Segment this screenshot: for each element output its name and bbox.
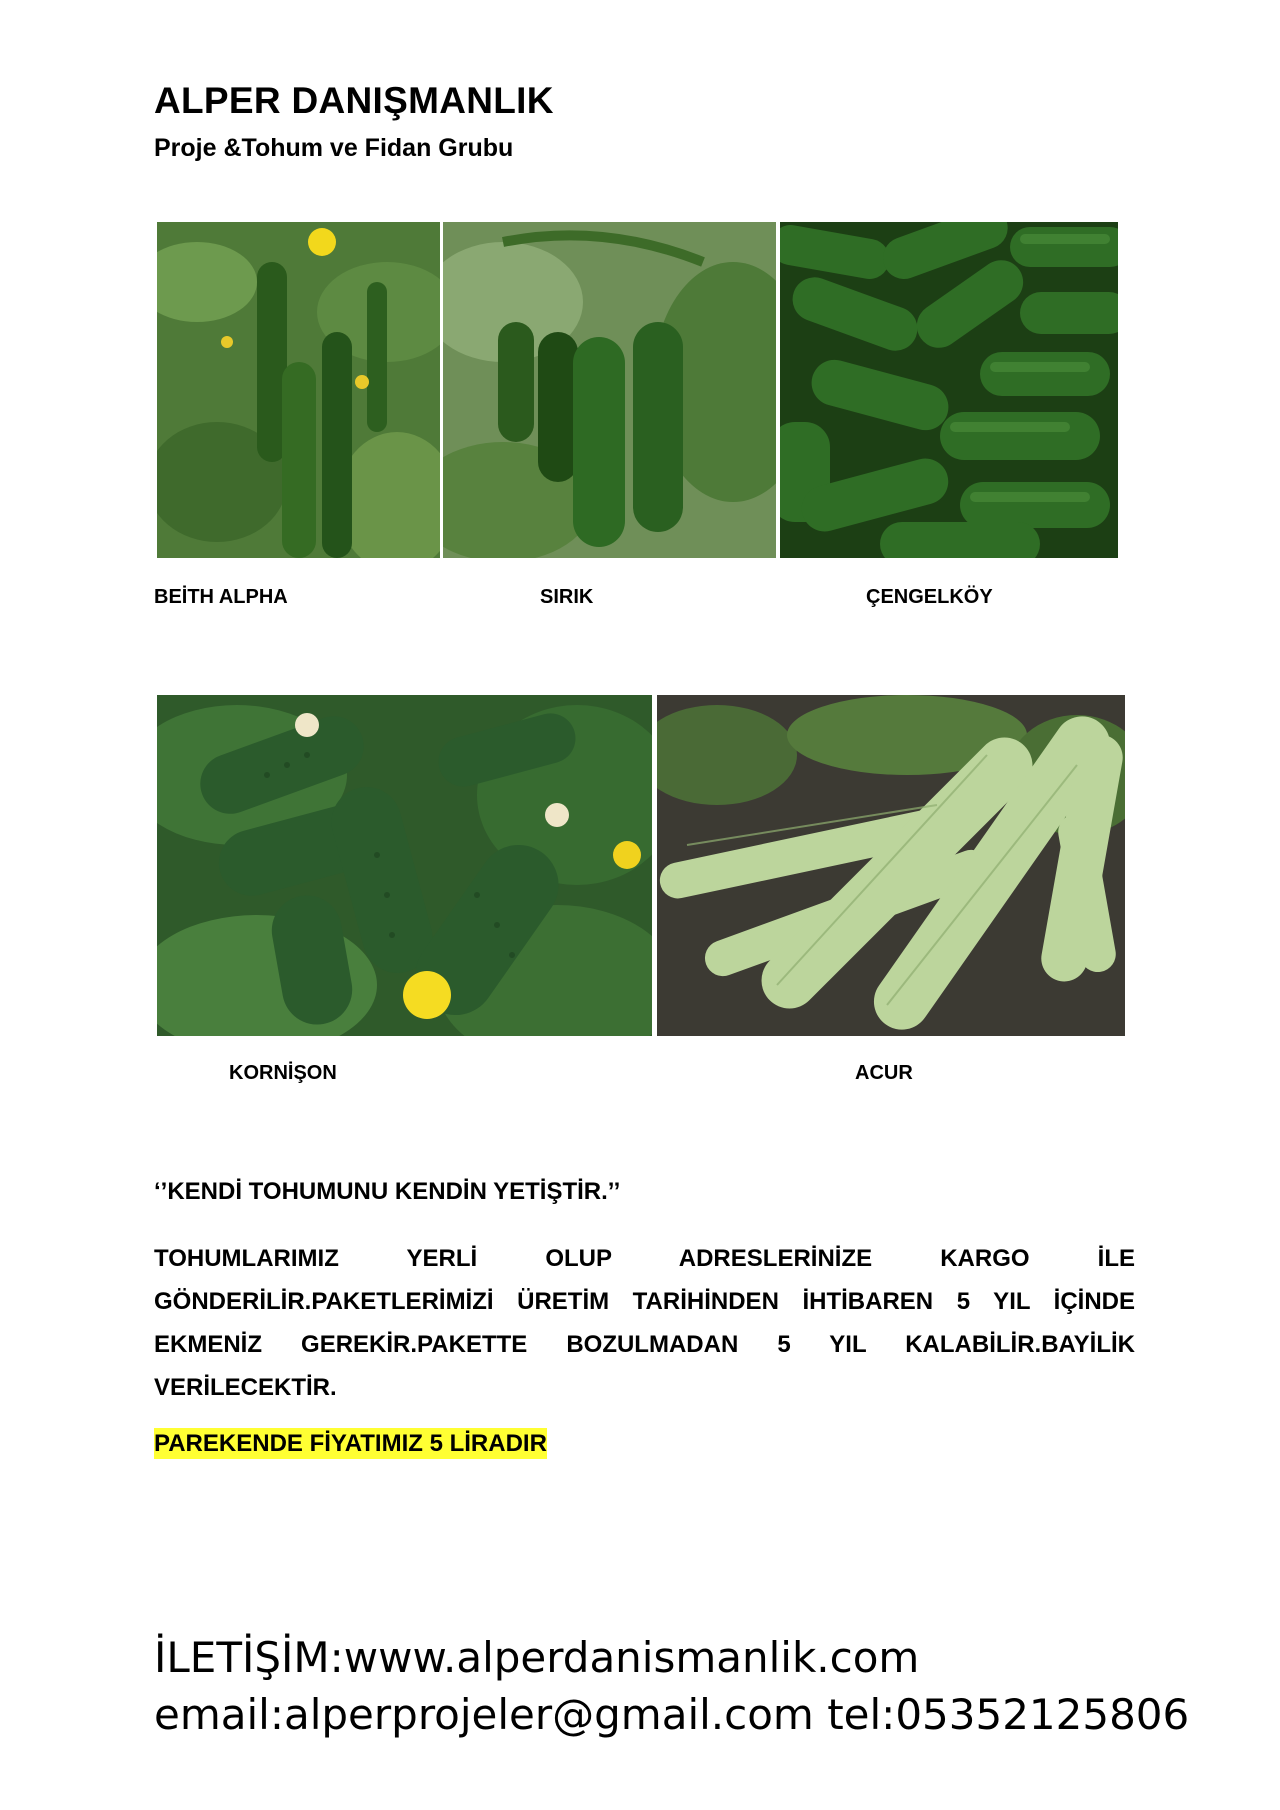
product-caption: SIRIK [540,586,594,608]
kornison-photo [157,695,652,1036]
product-caption: BEİTH ALPHA [154,586,288,608]
company-title: ALPER DANIŞMANLIK [154,80,554,121]
product-caption: ACUR [855,1062,913,1084]
contact-website: İLETİŞİM:www.alperdanismanlik.com [154,1633,920,1682]
price-highlight: PAREKENDE FİYATIMIZ 5 LİRADIR [154,1430,547,1457]
price-note [154,1430,547,1458]
company-subtitle: Proje &Tohum ve Fidan Grubu [154,134,514,162]
description-paragraph: TOHUMLARIMIZ YERLİ OLUP ADRESLERİNİZE KARGO İLE GÖNDERİLİR.PAKETLERİMİZİ ÜRETİM TARİHİNDEN İHTİBAREN 5 YIL İÇİNDE EKMENİZ GEREKİR.PAKETTE BOZULMADAN 5 YIL KALABİLİR.BAYİLİK VERİLECEKTİR. [154,1245,1135,1401]
sirik-photo [443,222,776,558]
acur-photo [657,695,1125,1036]
cengelkoy-photo [780,222,1118,558]
slogan: ‘’KENDİ TOHUMUNU KENDİN YETİŞTİR.’’ [154,1178,621,1205]
product-caption: KORNİŞON [229,1062,337,1084]
product-caption: ÇENGELKÖY [866,586,993,608]
beith-alpha-photo [157,222,440,558]
contact-email-phone: email:alperprojeler@gmail.com tel:05352125806 [154,1690,1190,1739]
